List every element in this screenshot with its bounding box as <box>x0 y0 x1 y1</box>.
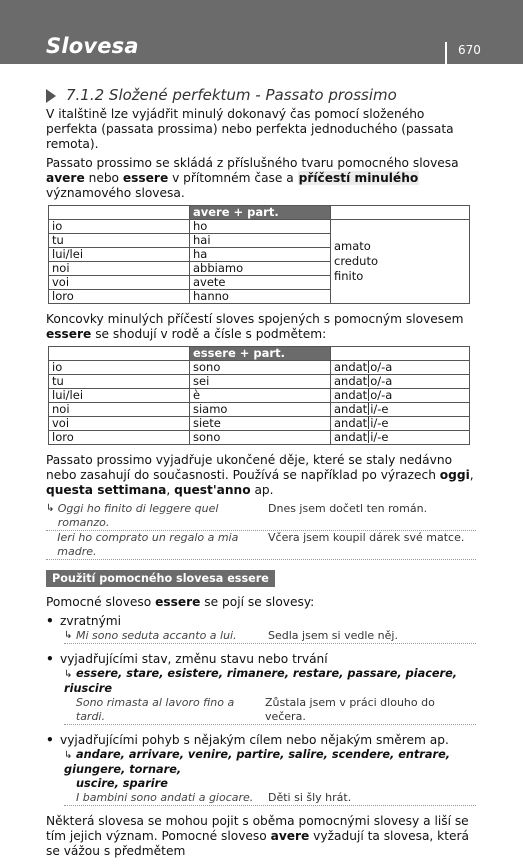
term-oggi: oggi <box>439 468 470 482</box>
subsection-heading: Použití pomocného slovesa essere <box>46 570 275 587</box>
term-essere: essere <box>122 171 169 185</box>
term-avere: avere <box>270 829 310 843</box>
participle-cell <box>331 361 470 375</box>
verbs: andare, arrivare, venire, partire, salire, scendere, entrare, giungere, tornare, <box>64 748 451 776</box>
example-czech: Sedla jsem si vedle něj. <box>268 629 398 642</box>
aux-cell: sono <box>190 361 331 375</box>
header-divider <box>445 42 447 64</box>
bullet-text: zvratnými <box>60 614 122 628</box>
person-cell: noi <box>49 403 190 417</box>
person-cell: tu <box>49 375 190 389</box>
text: Passato prossimo se skládá z příslušného tvaru pomocného slovesa <box>46 156 459 170</box>
text: významového slovesa. <box>46 186 185 200</box>
text: , <box>166 483 175 497</box>
ending: o/-a <box>370 360 393 374</box>
ending: o/-a <box>370 388 393 402</box>
ending: o/-a <box>370 374 393 388</box>
aux-cell: sei <box>190 375 331 389</box>
person-cell: lui/lei <box>49 248 190 262</box>
intro-paragraph-1: V italštině lze vyjádřit minulý dokonavý čas pomocí složeného perfekta (passata prossima) nebo perfekta jednoduchého (passata remota). <box>46 107 454 151</box>
example-row <box>64 791 476 806</box>
table-header-empty <box>49 206 190 220</box>
aux-cell: siamo <box>190 403 331 417</box>
usage-paragraph <box>46 453 476 498</box>
example-italian: Oggi ho finito di leggere quel romanzo. <box>57 502 219 529</box>
text: nebo <box>84 171 123 185</box>
verbs: essere, stare, esistere, rimanere, restare, passare, piacere, riuscire <box>64 667 458 695</box>
intro-paragraph-2 <box>46 156 476 201</box>
participle-cell <box>331 403 470 417</box>
participle: finito <box>334 269 364 283</box>
ending: i/-e <box>370 430 389 444</box>
example-row <box>64 696 476 725</box>
table-header-empty <box>49 347 190 361</box>
table-header: essere + part. <box>190 347 331 361</box>
text: Některá slovesa se mohou pojit s oběma pomocnými slovesy a liší se tím jejich význam. Pomocné sloveso <box>46 814 469 843</box>
participle-cell <box>331 220 470 304</box>
verb-list <box>64 667 476 696</box>
aux-intro-paragraph <box>46 595 476 610</box>
participle: amato <box>334 239 371 253</box>
stem: andat <box>334 402 368 416</box>
example-row <box>46 502 476 531</box>
triangle-right-icon <box>46 89 56 103</box>
avere-table <box>48 205 470 304</box>
stem: andat <box>334 430 368 444</box>
table-header: avere + part. <box>190 206 331 220</box>
bullet-text: vyjadřujícími pohyb s nějakým cílem nebo nějakým směrem ap. <box>60 733 449 747</box>
aux-cell: ha <box>190 248 331 262</box>
person-cell: noi <box>49 262 190 276</box>
participle-cell <box>331 417 470 431</box>
bullet-icon: • <box>46 614 54 628</box>
participle: creduto <box>334 254 379 268</box>
aux-cell: ho <box>190 220 331 234</box>
text: se shodují v rodě a čísle s podmětem: <box>91 327 327 341</box>
ending: i/-e <box>370 402 389 416</box>
arrow-return-icon: ↳ <box>46 503 55 514</box>
verb-list-continued: uscire, sparire <box>76 777 168 790</box>
person-cell: tu <box>49 234 190 248</box>
term-essere: essere <box>155 595 201 609</box>
participle-cell <box>331 389 470 403</box>
example-row <box>64 629 476 644</box>
example-czech: Zůstala jsem v práci dlouho do večera. <box>264 696 435 723</box>
stem: andat <box>334 374 368 388</box>
person-cell: loro <box>49 431 190 445</box>
aux-cell: avete <box>190 276 331 290</box>
person-cell: voi <box>49 417 190 431</box>
arrow-return-icon: ↳ <box>64 630 73 641</box>
page-content <box>46 88 476 863</box>
page-number: 670 <box>458 43 481 57</box>
text: se pojí se slovesy: <box>200 595 315 609</box>
section-title: 7.1.2 Složené perfektum - Passato prossimo <box>66 86 397 104</box>
term-participle: příčestí minulého <box>298 171 419 185</box>
text: ap. <box>250 483 274 497</box>
example-czech: Děti si šly hrát. <box>268 791 352 804</box>
aux-cell: è <box>190 389 331 403</box>
aux-cell: siete <box>190 417 331 431</box>
bullet-icon: • <box>46 733 54 747</box>
stem: andat <box>334 388 368 402</box>
essere-table <box>48 346 470 445</box>
bullet-item <box>46 733 476 748</box>
example-italian: Ieri ho comprato un regalo a mia madre. <box>57 531 239 558</box>
ending: i/-e <box>370 416 389 430</box>
bullet-text: vyjadřujícími stav, změnu stavu nebo trvání <box>60 652 328 666</box>
stem: andat <box>334 416 368 430</box>
participle-cell <box>331 375 470 389</box>
text: vyžadují ta slovesa, která se vážou s předmětem <box>46 829 469 858</box>
text: Koncovky minulých příčestí sloves spojených s pomocným slovesem <box>46 312 464 326</box>
term-essere: essere <box>46 327 92 341</box>
bullet-item <box>46 652 476 667</box>
table-header-empty <box>331 347 470 361</box>
bullet-icon: • <box>46 652 54 666</box>
example-czech: Včera jsem koupil dárek své matce. <box>268 531 465 544</box>
text: v přítomném čase a <box>168 171 298 185</box>
chapter-title: Slovesa <box>46 34 139 58</box>
arrow-return-icon: ↳ <box>64 669 73 680</box>
aux-cell: sono <box>190 431 331 445</box>
participle-cell <box>331 431 470 445</box>
term-questa-settimana: questa settimana <box>46 483 167 497</box>
stem: andat <box>334 360 368 374</box>
closing-paragraph <box>46 814 476 859</box>
person-cell: io <box>49 220 190 234</box>
table-header-empty <box>331 206 470 220</box>
aux-cell: abbiamo <box>190 262 331 276</box>
aux-cell: hai <box>190 234 331 248</box>
verb-list <box>64 748 476 777</box>
text: Passato prossimo vyjadřuje ukončené děje, které se staly nedávno nebo zasahují do současnosti. Používá se například po výrazech <box>46 453 453 482</box>
example-italian: I bambini sono andati a giocare. <box>76 791 254 804</box>
bullet-item <box>46 614 476 629</box>
agreement-paragraph <box>46 312 476 342</box>
text: Pomocné sloveso <box>46 595 156 609</box>
section-heading <box>46 88 476 103</box>
example-czech: Dnes jsem dočetl ten román. <box>268 502 428 515</box>
person-cell: lui/lei <box>49 389 190 403</box>
term-avere: avere <box>46 171 85 185</box>
person-cell: loro <box>49 290 190 304</box>
example-italian: Mi sono seduta accanto a lui. <box>76 629 237 642</box>
page-header <box>0 0 523 64</box>
aux-cell: hanno <box>190 290 331 304</box>
person-cell: voi <box>49 276 190 290</box>
term-quest-anno: quest'anno <box>174 483 251 497</box>
example-row <box>46 531 476 560</box>
text: , <box>469 468 474 482</box>
arrow-return-icon: ↳ <box>64 750 73 761</box>
example-italian: Sono rimasta al lavoro fino a tardi. <box>75 696 235 723</box>
person-cell: io <box>49 361 190 375</box>
